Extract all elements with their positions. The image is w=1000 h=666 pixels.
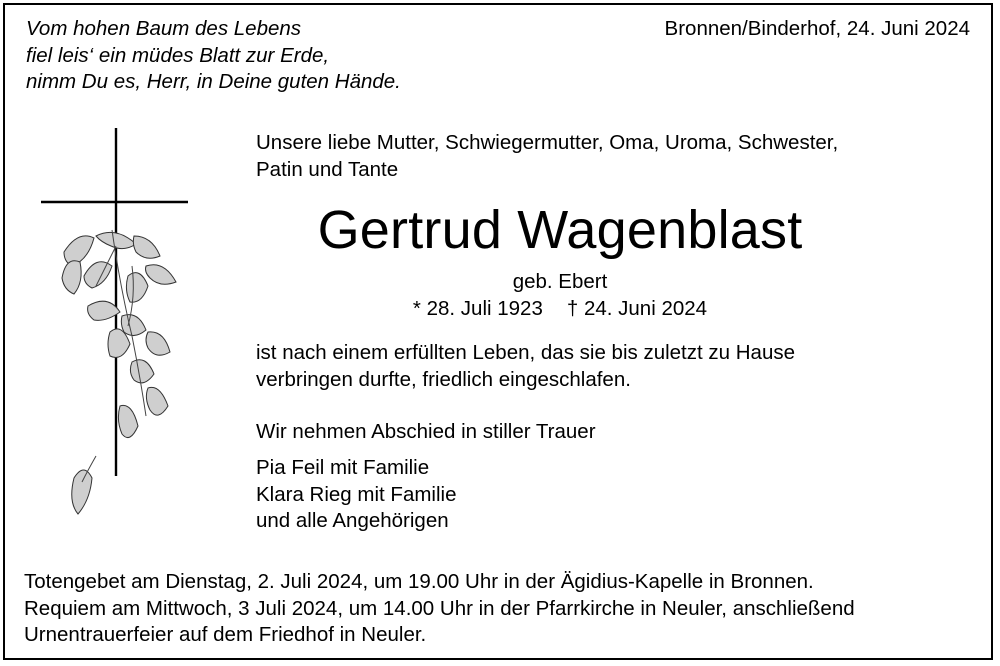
mourner: und alle Angehörigen [256,509,449,532]
body-text [256,339,795,393]
life-dates [250,296,870,322]
birth-date: * 28. Juli 1923 [412,297,543,320]
poem [26,16,401,96]
service-line: Requiem am Mittwoch, 3 Juli 2024, um 14.00 Uhr in der Pfarrkirche in Neuler, anschließend [24,596,855,620]
farewell-line: Wir nehmen Abschied in stiller Trauer [256,420,596,443]
mourner: Klara Rieg mit Familie [256,482,457,506]
service-line: Urnentrauerfeier auf dem Friedhof in Neuler. [24,623,427,646]
poem-line: Vom hohen Baum des Lebens [26,17,302,40]
mourners-list [256,455,457,535]
service-info [24,569,855,649]
cross-with-leaves-icon [36,126,196,526]
intro-line: Unsere liebe Mutter, Schwiegermutter, Oma, Uroma, Schwester, [256,131,839,154]
mourner: Pia Feil mit Familie [256,456,430,479]
body-line: verbringen durfte, friedlich eingeschlafen. [256,368,631,391]
intro-line: Patin und Tante [256,158,399,181]
death-date: † 24. Juni 2024 [566,297,708,320]
maiden-name: geb. Ebert [512,270,608,293]
poem-line: fiel leis‘ ein müdes Blatt zur Erde, [26,43,330,67]
poem-line: nimm Du es, Herr, in Deine guten Hände. [26,70,401,93]
intro-text [256,129,838,183]
body-line: ist nach einem erfüllten Leben, das sie bis zuletzt zu Hause [256,341,795,364]
deceased-name: Gertrud Wagenblast [317,200,803,260]
place-date: Bronnen/Binderhof, 24. Juni 2024 [664,17,970,40]
service-line: Totengebet am Dienstag, 2. Juli 2024, um 19.00 Uhr in der Ägidius-Kapelle in Bronnen. [24,570,814,593]
